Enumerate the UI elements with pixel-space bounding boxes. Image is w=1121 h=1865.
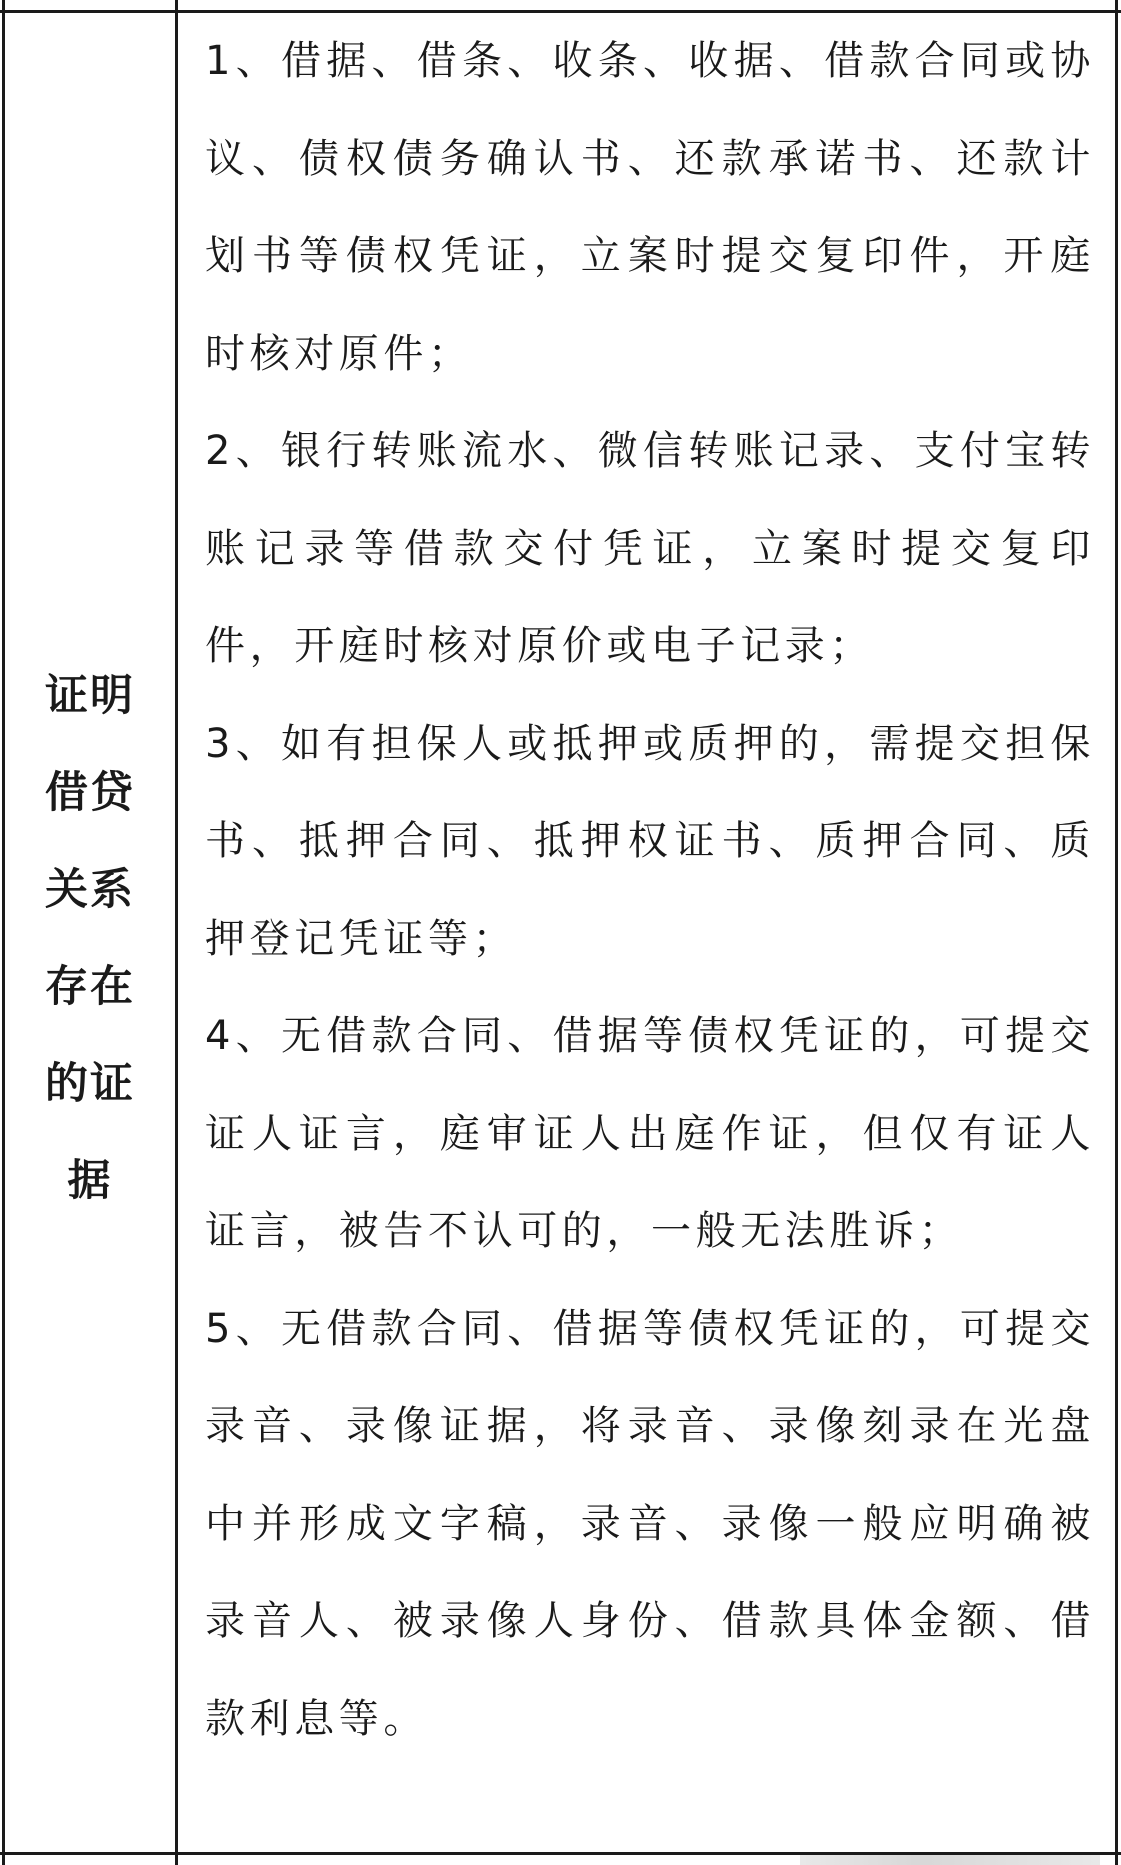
evidence-item-3: 3、如有担保人或抵押或质押的，需提交担保书、抵押合同、抵押权证书、质押合同、质押登记凭证等； [205, 720, 1095, 962]
evidence-item-4: 4、无借款合同、借据等债权凭证的，可提交证人证言，庭审证人出庭作证，但仅有证人证言，被告不认可的，一般无法胜诉； [205, 1013, 1095, 1254]
next-row-fragment [800, 1855, 1100, 1865]
evidence-list [205, 13, 1095, 1768]
column-divider [175, 0, 178, 1865]
evidence-item-5: 5、无借款合同、借据等债权凭证的，可提交录音、录像证据，将录音、录像刻录在光盘中并形成文字稿，录音、录像一般应明确被录音人、被录像人身份、借款具体金额、借款利息等。 [205, 1305, 1095, 1742]
row-label-cell [5, 13, 175, 1852]
row-content-cell [205, 13, 1095, 1852]
table-border-right [1115, 0, 1118, 1865]
evidence-item-1: 1、借据、借条、收条、收据、借款合同或协议、债权债务确认书、还款承诺书、还款计划书等债权凭证，立案时提交复印件，开庭时核对原件； [205, 38, 1095, 377]
evidence-item-2: 2、银行转账流水、微信转账记录、支付宝转账记录等借款交付凭证，立案时提交复印件，开庭时核对原价或电子记录； [205, 428, 1095, 669]
row-label: 证明借贷关系存在的证据 [45, 670, 135, 1206]
